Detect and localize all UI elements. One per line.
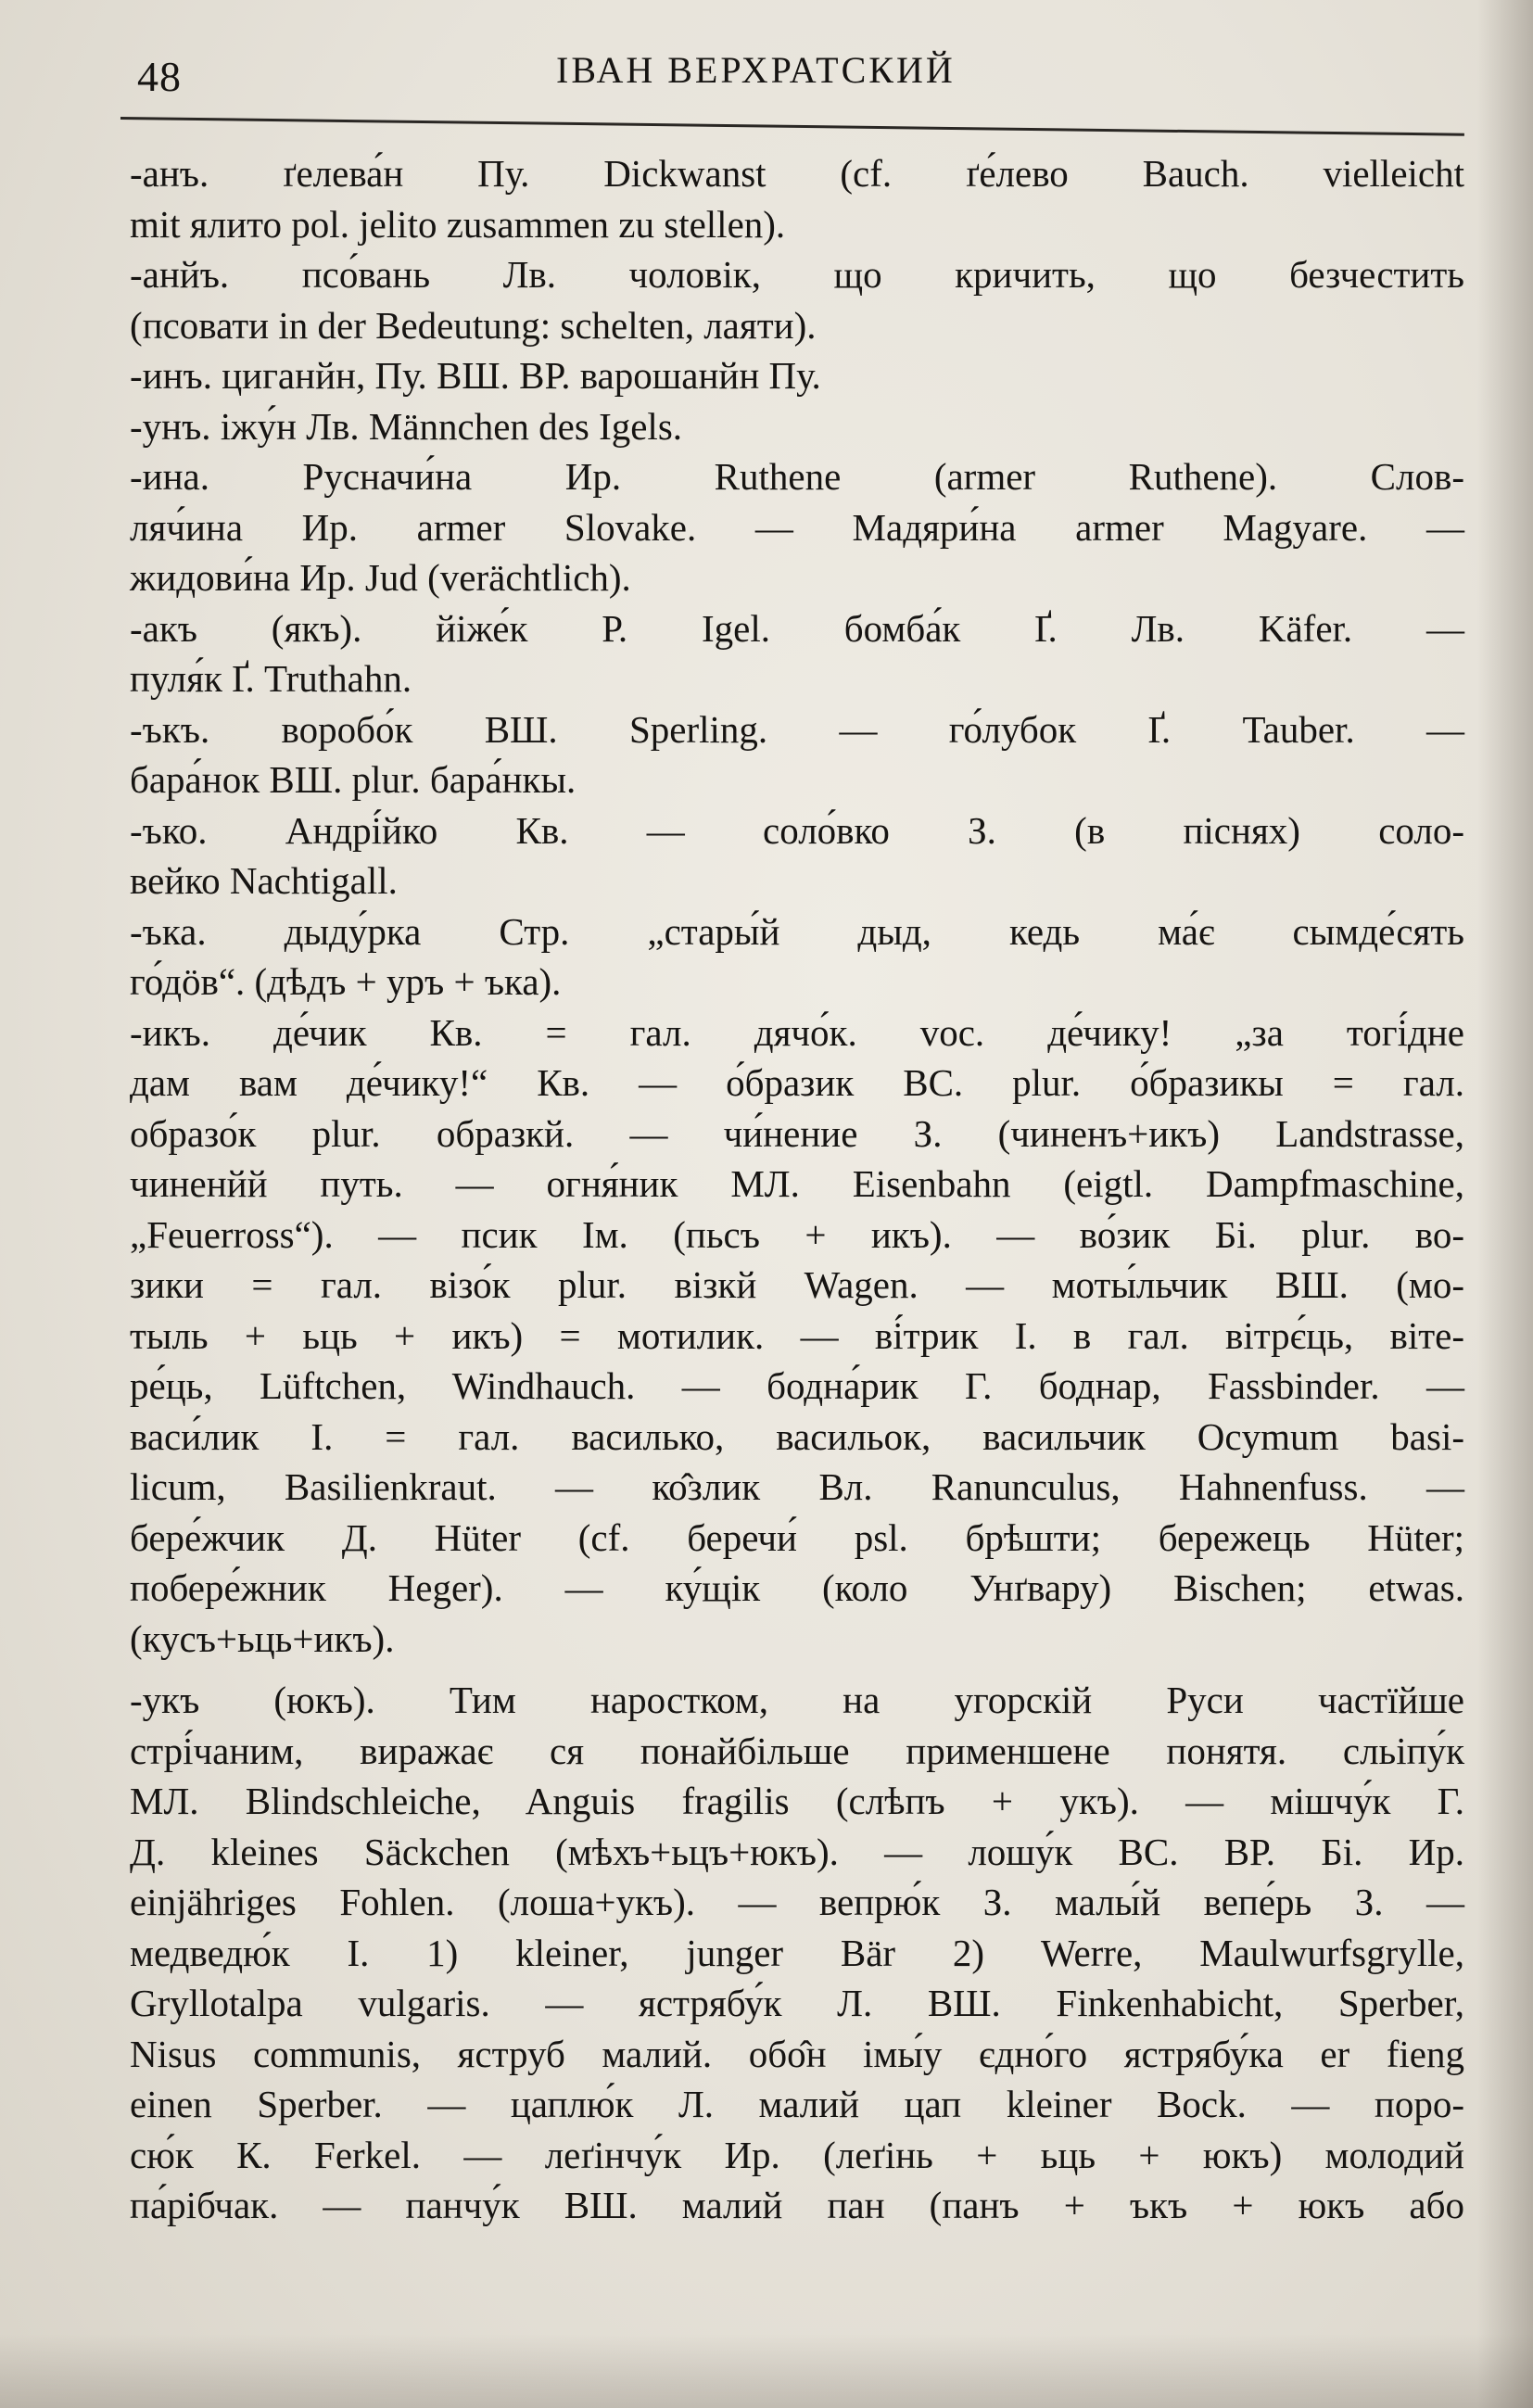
text-line: licum, Basilienkraut. — ко̂злик Вл. Ranunculus, Hahnenfuss. — (130, 1465, 1464, 1508)
page-bottom-shadow (0, 2334, 1533, 2408)
page-number: 48 (137, 53, 182, 100)
text-line: einjähriges Fohlen. (лоша+укъ). — вепрю́к З. малы́й вепе́рь З. — (130, 1881, 1464, 1923)
text-line: васи́лик І. = гал. василько, васильок, васильчик Ocymum basi- (130, 1414, 1464, 1458)
text-line: -ъка. дыду́рка Стр. „стары́й дыд, кедь ма́є сымде́сять (130, 909, 1464, 953)
header-rule (120, 117, 1464, 136)
dictionary-text (130, 148, 1464, 2231)
text-line: стрі́чаним, виражає ся понайбільше применшене понятя. сльіпу́к (130, 1729, 1464, 1772)
text-line: -ъко. Андрі́йко Кв. — соло́вко З. (в піснях) соло- (130, 808, 1464, 852)
text-line: тыль + ьць + икъ) = мотилик. — ві́трик І. в гал. вітрє́ць, віте- (130, 1313, 1464, 1357)
text-line: го́дӧв“. (дѣдъ + уръ + ъка). (130, 960, 562, 1003)
text-line: сю́к К. Ferkel. — леґінчу́к Ир. (леґінь + ьць + юкъ) молодий (130, 2133, 1464, 2176)
page-edge-shadow (1477, 0, 1533, 2408)
text-line: -акъ (якъ). йіже́к Р. Igel. бомба́к Ґ. Лв. Käfer. — (130, 606, 1464, 650)
text-line: -инъ. циганйн, Пу. ВШ. ВР. варошанйн Пу. (130, 354, 821, 397)
text-line: -анъ. ґелева́н Пу. Dickwanst (cf. ґе́лево Bauch. vielleicht (130, 152, 1464, 195)
text-line: Gryllotalpa vulgaris. — ястрябу́к Л. ВШ. Finkenhabicht, Sperber, (130, 1982, 1464, 2024)
text-line: -ъкъ. воробо́к ВШ. Sperling. — го́лубок Ґ. Tauber. — (130, 707, 1464, 751)
text-line: жидови́на Ир. Jud (verächtlich). (130, 556, 631, 599)
text-line: дам вам де́чику!“ Кв. — о́бразик ВС. plur. о́бразикы = гал. (130, 1061, 1464, 1104)
text-line: -икъ. де́чик Кв. = гал. дячо́к. voc. де́чику! „за тогі́дне (130, 1010, 1464, 1054)
page-header (120, 35, 1464, 109)
text-line: (кусъ+ьць+икъ). (130, 1616, 395, 1660)
text-line: (псовати in der Bedeutung: schelten, лаяти). (130, 303, 817, 347)
text-line: ляч́ина Ир. armer Slovake. — Мадяри́на armer Magyare. — (130, 505, 1464, 549)
text-line: МЛ. Blindschleiche, Anguis fragilis (слѣпъ + укъ). — мішчу́к Г. (130, 1780, 1464, 1822)
text-line: -укъ (юкъ). Тим наростком, на угорскій Руси частїйше (130, 1679, 1464, 1721)
text-line: -унъ. іжу́н Лв. Männchen des Igels. (130, 404, 683, 448)
text-line: ре́ць, Lüftchen, Windhauch. — бодна́рик Г. боднар, Fassbinder. — (130, 1364, 1464, 1407)
text-line: -анйъ. псо́вань Лв. чоловік, що кричить, що безчестить (130, 253, 1464, 296)
text-line: образо́к plur. образкй. — чи́нение З. (чиненъ+икъ) Landstrasse, (130, 1111, 1464, 1155)
text-line: бере́жчик Д. Hüter (cf. беречи́ psl. брѣшти; бережець Hüter; (130, 1515, 1464, 1559)
text-line: вейко Nachtigall. (130, 859, 398, 902)
text-line: mit ялито pol. jelito zusammen zu stellen). (130, 202, 786, 246)
text-line: медведю́к І. 1) kleiner, junger Bär 2) Werre, Maulwurfsgrylle, (130, 1931, 1464, 1974)
running-head: ІВАН ВЕРХРАТСКИЙ (556, 49, 956, 91)
text-line: побере́жник Heger). — ку́щік (коло Унґвару) Bischen; etwas. (130, 1566, 1464, 1609)
text-line: „Feuerross“). — псик Ім. (пьсъ + икъ). — во́зик Бі. plur. во- (130, 1212, 1464, 1256)
text-line: чиненйй путь. — огня́ник МЛ. Eisenbahn (eigtl. Dampfmaschine, (130, 1162, 1464, 1205)
text-line: einen Sperber. — цаплю́к Л. малий цап kleiner Bock. — поро- (130, 2083, 1464, 2125)
text-line: Д. kleines Säckchen (мѣхъ+ьцъ+юкъ). — лошу́к ВС. ВР. Бі. Ир. (130, 1830, 1464, 1873)
text-line: бара́нок ВШ. plur. бара́нкы. (130, 758, 576, 801)
text-line: Nisus communis, яструб малий. обо̂н імы́у єдно́го ястрябу́ка er fieng (130, 2032, 1464, 2075)
text-line: па́рібчак. — панчу́к ВШ. малий пан (панъ + ъкъ + юкъ або (130, 2184, 1464, 2226)
text-line: пуля́к Ґ. Truthahn. (130, 657, 412, 700)
text-line: зики = гал. візо́к plur. візкй Wagen. — моты́льчик ВШ. (мо- (130, 1263, 1464, 1306)
text-line: -ина. Русначи́на Ир. Ruthene (armer Ruthene). Слов- (130, 455, 1464, 498)
